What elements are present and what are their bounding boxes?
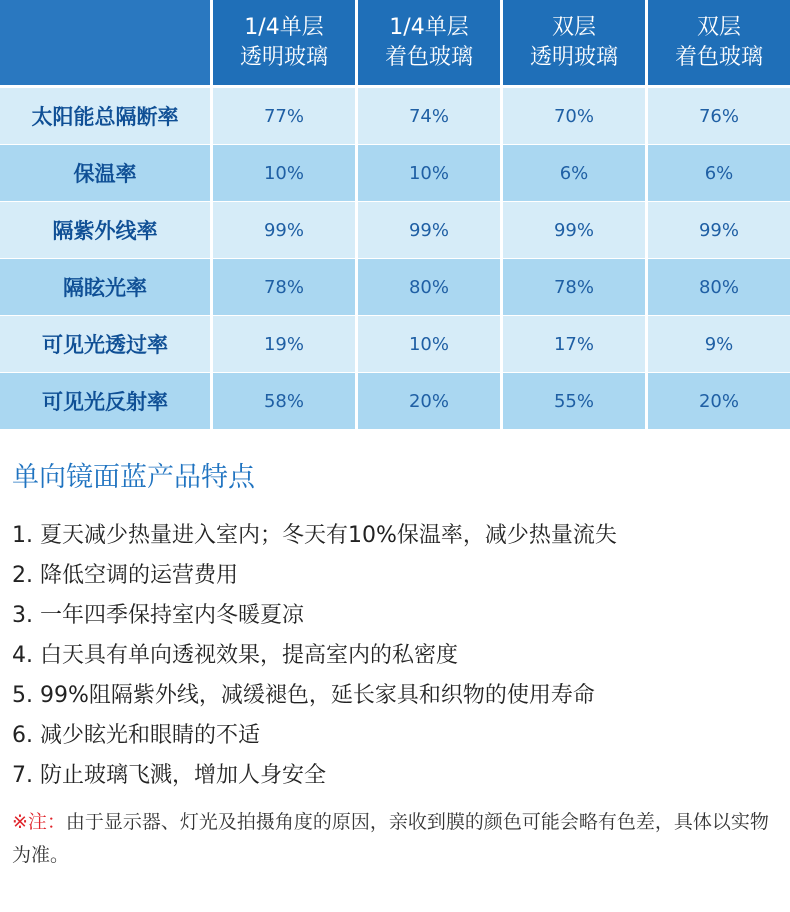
header-line1: 双层 <box>696 14 741 40</box>
value-cell <box>503 202 648 258</box>
value: 99% <box>553 219 594 241</box>
value: 99% <box>408 219 449 241</box>
header-line2: 透明玻璃 <box>529 44 618 70</box>
row-label: 隔眩光率 <box>63 276 147 300</box>
row-label-cell <box>0 145 213 201</box>
value-cell <box>648 259 790 315</box>
list-item: 6. 减少眩光和眼睛的不适 <box>12 723 260 748</box>
disclaimer-note <box>12 806 778 872</box>
row-label-cell <box>0 259 213 315</box>
features-section <box>12 458 778 872</box>
value: 10% <box>263 162 304 184</box>
value: 6% <box>704 162 734 184</box>
table-header-corner <box>0 0 213 85</box>
value: 77% <box>263 105 304 127</box>
value: 20% <box>698 390 739 412</box>
table-header-cell <box>358 0 503 85</box>
list-item: 2. 降低空调的运营费用 <box>12 563 238 588</box>
value-cell <box>358 145 503 201</box>
row-label: 可见光透过率 <box>42 333 168 357</box>
header-line1: 1/4单层 <box>389 14 469 40</box>
value-cell <box>648 88 790 144</box>
list-item: 7. 防止玻璃飞溅，增加人身安全 <box>12 763 326 788</box>
row-label-cell <box>0 373 213 429</box>
value-cell <box>503 145 648 201</box>
value: 78% <box>553 276 594 298</box>
value: 99% <box>698 219 739 241</box>
header-line2: 着色玻璃 <box>674 44 763 70</box>
value: 10% <box>408 162 449 184</box>
value-cell <box>213 259 358 315</box>
value-cell <box>648 316 790 372</box>
value-cell <box>358 88 503 144</box>
value-cell <box>213 145 358 201</box>
header-line1: 双层 <box>551 14 596 40</box>
value: 58% <box>263 390 304 412</box>
value: 17% <box>553 333 594 355</box>
value-cell <box>648 202 790 258</box>
row-label-cell <box>0 202 213 258</box>
value: 99% <box>263 219 304 241</box>
table-row <box>0 316 790 373</box>
value-cell <box>358 202 503 258</box>
value-cell <box>503 259 648 315</box>
table-row <box>0 202 790 259</box>
value: 9% <box>704 333 734 355</box>
value-cell <box>213 202 358 258</box>
value: 74% <box>408 105 449 127</box>
row-label: 隔紫外线率 <box>52 219 158 243</box>
value-cell <box>648 145 790 201</box>
value-cell <box>358 373 503 429</box>
value: 10% <box>408 333 449 355</box>
row-label: 可见光反射率 <box>42 390 168 414</box>
value: 55% <box>553 390 594 412</box>
list-item: 3. 一年四季保持室内冬暖夏凉 <box>12 603 304 628</box>
row-label-cell <box>0 316 213 372</box>
value: 70% <box>553 105 594 127</box>
section-title: 单向镜面蓝产品特点 <box>12 462 255 493</box>
value-cell <box>358 259 503 315</box>
table-header-cell <box>648 0 790 85</box>
row-label: 太阳能总隔断率 <box>31 105 179 129</box>
value: 78% <box>263 276 304 298</box>
feature-list <box>12 516 778 796</box>
table-row <box>0 259 790 316</box>
comparison-table <box>0 0 790 430</box>
value: 6% <box>559 162 589 184</box>
value-cell <box>213 316 358 372</box>
value-cell <box>213 373 358 429</box>
value-cell <box>503 88 648 144</box>
header-line2: 着色玻璃 <box>384 44 473 70</box>
table-row <box>0 145 790 202</box>
note-text: 由于显示器、灯光及拍摄角度的原因，亲收到膜的颜色可能会略有色差，具体以实物为准。 <box>12 811 769 866</box>
value: 80% <box>698 276 739 298</box>
row-label-cell <box>0 88 213 144</box>
list-item: 4. 白天具有单向透视效果，提高室内的私密度 <box>12 643 458 668</box>
header-line2: 透明玻璃 <box>239 44 328 70</box>
table-row <box>0 88 790 145</box>
value: 19% <box>263 333 304 355</box>
value-cell <box>503 316 648 372</box>
row-label: 保温率 <box>73 162 137 186</box>
value-cell <box>503 373 648 429</box>
note-prefix: ※注： <box>12 811 66 833</box>
table-header-row <box>0 0 790 88</box>
value: 76% <box>698 105 739 127</box>
header-line1: 1/4单层 <box>244 14 324 40</box>
table-header-cell <box>503 0 648 85</box>
list-item: 1. 夏天减少热量进入室内；冬天有10%保温率，减少热量流失 <box>12 523 617 548</box>
table-row <box>0 373 790 430</box>
table-header-cell <box>213 0 358 85</box>
value: 80% <box>408 276 449 298</box>
value-cell <box>213 88 358 144</box>
value-cell <box>648 373 790 429</box>
list-item: 5. 99%阻隔紫外线，减缓褪色，延长家具和织物的使用寿命 <box>12 683 595 708</box>
value-cell <box>358 316 503 372</box>
value: 20% <box>408 390 449 412</box>
